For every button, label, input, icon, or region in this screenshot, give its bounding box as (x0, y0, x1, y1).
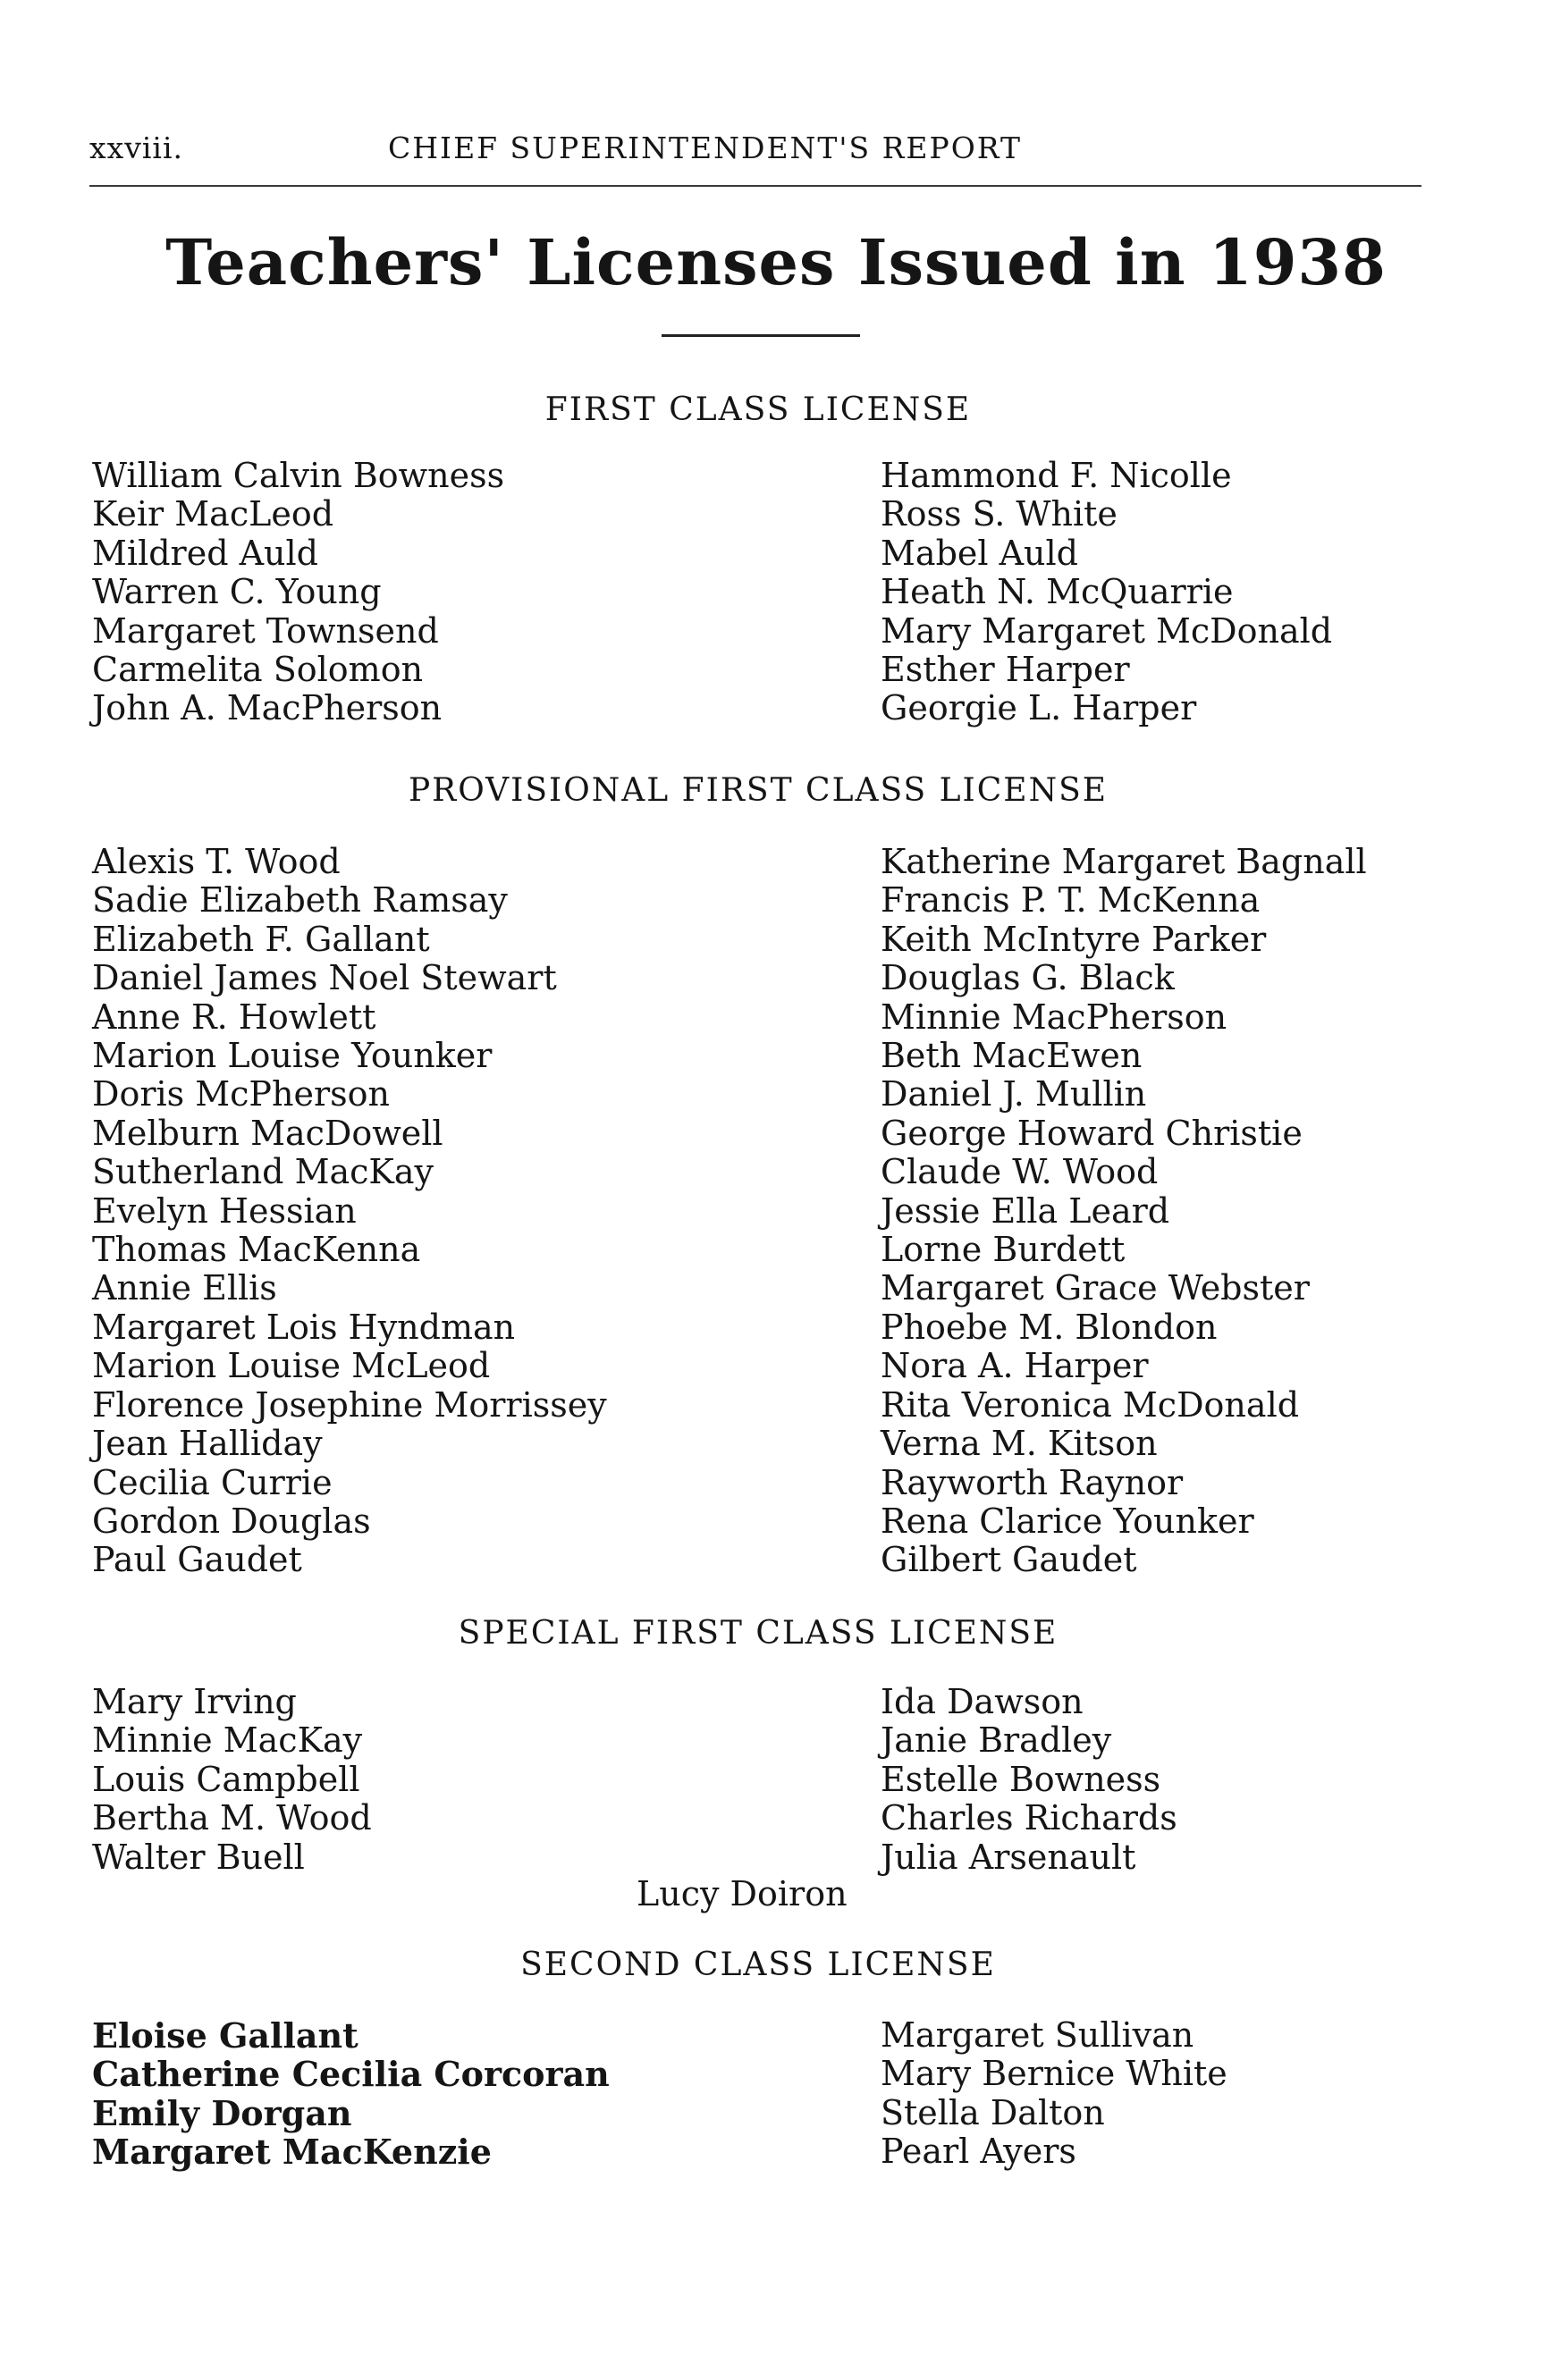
provisional-right-column (881, 843, 1367, 1580)
running-title: CHIEF SUPERINTENDENT'S REPORT (388, 130, 1023, 165)
license-holder-name: Walter Buell (92, 1837, 305, 1877)
license-holder-name: Phoebe M. Blondon (881, 1307, 1218, 1347)
license-holder-name: Thomas MacKenna (92, 1230, 421, 1270)
section-heading-second-class: SECOND CLASS LICENSE (520, 1947, 996, 1983)
license-holder-name: Margaret Grace Webster (881, 1268, 1310, 1308)
section-heading-special-first-class: SPECIAL FIRST CLASS LICENSE (458, 1615, 1059, 1652)
license-holder-name: Heath N. McQuarrie (881, 572, 1234, 612)
title-rule (662, 334, 860, 337)
license-holder-name: Melburn MacDowell (92, 1113, 443, 1153)
license-holder-name: Jean Halliday (92, 1424, 323, 1464)
license-holder-name: Margaret Townsend (92, 610, 439, 651)
license-holder-name: Charles Richards (881, 1798, 1177, 1838)
special-right-column (881, 1683, 1177, 1877)
page-title: Teachers' Licenses Issued in 1938 (165, 225, 1387, 299)
license-holder-name: Marion Louise Younker (92, 1036, 493, 1076)
license-holder-name: Margaret MacKenzie (92, 2132, 492, 2173)
header-rule (89, 185, 1421, 187)
license-holder-name: George Howard Christie (881, 1113, 1303, 1153)
license-holder-name: Mabel Auld (881, 533, 1079, 573)
second-class-right-column (881, 2016, 1227, 2172)
license-holder-name: Hammond F. Nicolle (881, 456, 1232, 495)
license-holder-name: Georgie L. Harper (881, 688, 1197, 728)
first-class-right-column (881, 457, 1332, 728)
license-holder-name: Julia Arsenault (881, 1837, 1136, 1877)
license-holder-name: Margaret Lois Hyndman (92, 1307, 516, 1347)
license-holder-name: Doris McPherson (92, 1074, 390, 1114)
license-holder-name: Stella Dalton (881, 2092, 1105, 2132)
license-holder-name: Minnie MacKay (92, 1720, 363, 1761)
license-holder-name: Jessie Ella Leard (881, 1190, 1170, 1231)
license-holder-name: Gordon Douglas (92, 1501, 371, 1541)
license-holder-name: Sutherland MacKay (92, 1152, 434, 1192)
license-holder-name: Elizabeth F. Gallant (92, 919, 430, 959)
license-holder-name: William Calvin Bowness (92, 456, 505, 495)
license-holder-name: Florence Josephine Morrissey (92, 1384, 607, 1425)
license-holder-name: Eloise Gallant (92, 2015, 358, 2056)
license-holder-name: Bertha M. Wood (92, 1798, 372, 1838)
license-holder-name: Anne R. Howlett (92, 997, 376, 1037)
license-holder-name: Douglas G. Black (881, 958, 1175, 998)
license-holder-name: Margaret Sullivan (881, 2015, 1194, 2055)
license-holder-name: Rita Veronica McDonald (881, 1384, 1300, 1425)
license-holder-name: Carmelita Solomon (92, 650, 424, 690)
license-holder-name: Paul Gaudet (92, 1540, 302, 1580)
license-holder-name: Mary Bernice White (881, 2054, 1227, 2094)
license-holder-name: Cecilia Currie (92, 1462, 333, 1502)
second-class-left-column (92, 2016, 610, 2172)
license-holder-name: Minnie MacPherson (881, 997, 1227, 1037)
license-holder-name: Katherine Margaret Bagnall (881, 842, 1367, 881)
license-holder-name: Keir MacLeod (92, 494, 334, 534)
license-holder-name: Daniel J. Mullin (881, 1074, 1147, 1114)
license-holder-name: Ross S. White (881, 494, 1118, 534)
license-holder-name: Janie Bradley (881, 1720, 1112, 1761)
section-heading-provisional-first-class: PROVISIONAL FIRST CLASS LICENSE (408, 772, 1109, 809)
license-holder-name: Keith McIntyre Parker (881, 919, 1267, 959)
license-holder-name: Marion Louise McLeod (92, 1346, 491, 1386)
section-heading-first-class: FIRST CLASS LICENSE (544, 391, 972, 428)
special-centered-name: Lucy Doiron (637, 1874, 848, 1913)
license-holder-name: Francis P. T. McKenna (881, 880, 1261, 921)
license-holder-name: Mary Margaret McDonald (881, 610, 1333, 651)
first-class-left-column (92, 457, 504, 728)
license-holder-name: Ida Dawson (881, 1682, 1084, 1721)
license-holder-name: Catherine Cecilia Corcoran (92, 2054, 610, 2095)
license-holder-name: Annie Ellis (92, 1268, 277, 1308)
license-holder-name: Warren C. Young (92, 572, 382, 612)
license-holder-name: Evelyn Hessian (92, 1190, 357, 1231)
page-number: xxviii. (89, 130, 184, 165)
license-holder-name: Emily Dorgan (92, 2092, 352, 2133)
provisional-left-column (92, 843, 607, 1580)
license-holder-name: Esther Harper (881, 650, 1130, 690)
page-header (89, 130, 1430, 175)
license-holder-name: Sadie Elizabeth Ramsay (92, 880, 508, 921)
license-holder-name: John A. MacPherson (92, 688, 443, 728)
license-holder-name: Daniel James Noel Stewart (92, 958, 557, 998)
license-holder-name: Louis Campbell (92, 1759, 360, 1799)
special-left-column (92, 1683, 372, 1877)
license-holder-name: Beth MacEwen (881, 1036, 1143, 1076)
license-holder-name: Nora A. Harper (881, 1346, 1149, 1386)
license-holder-name: Verna M. Kitson (881, 1424, 1158, 1464)
license-holder-name: Rena Clarice Younker (881, 1501, 1254, 1541)
license-holder-name: Mary Irving (92, 1682, 297, 1721)
license-holder-name: Mildred Auld (92, 533, 318, 573)
license-holder-name: Claude W. Wood (881, 1152, 1159, 1192)
license-holder-name: Gilbert Gaudet (881, 1540, 1137, 1580)
license-holder-name: Lorne Burdett (881, 1230, 1126, 1270)
license-holder-name: Alexis T. Wood (92, 842, 341, 881)
license-holder-name: Rayworth Raynor (881, 1462, 1184, 1502)
license-holder-name: Estelle Bowness (881, 1759, 1161, 1799)
license-holder-name: Pearl Ayers (881, 2132, 1076, 2172)
